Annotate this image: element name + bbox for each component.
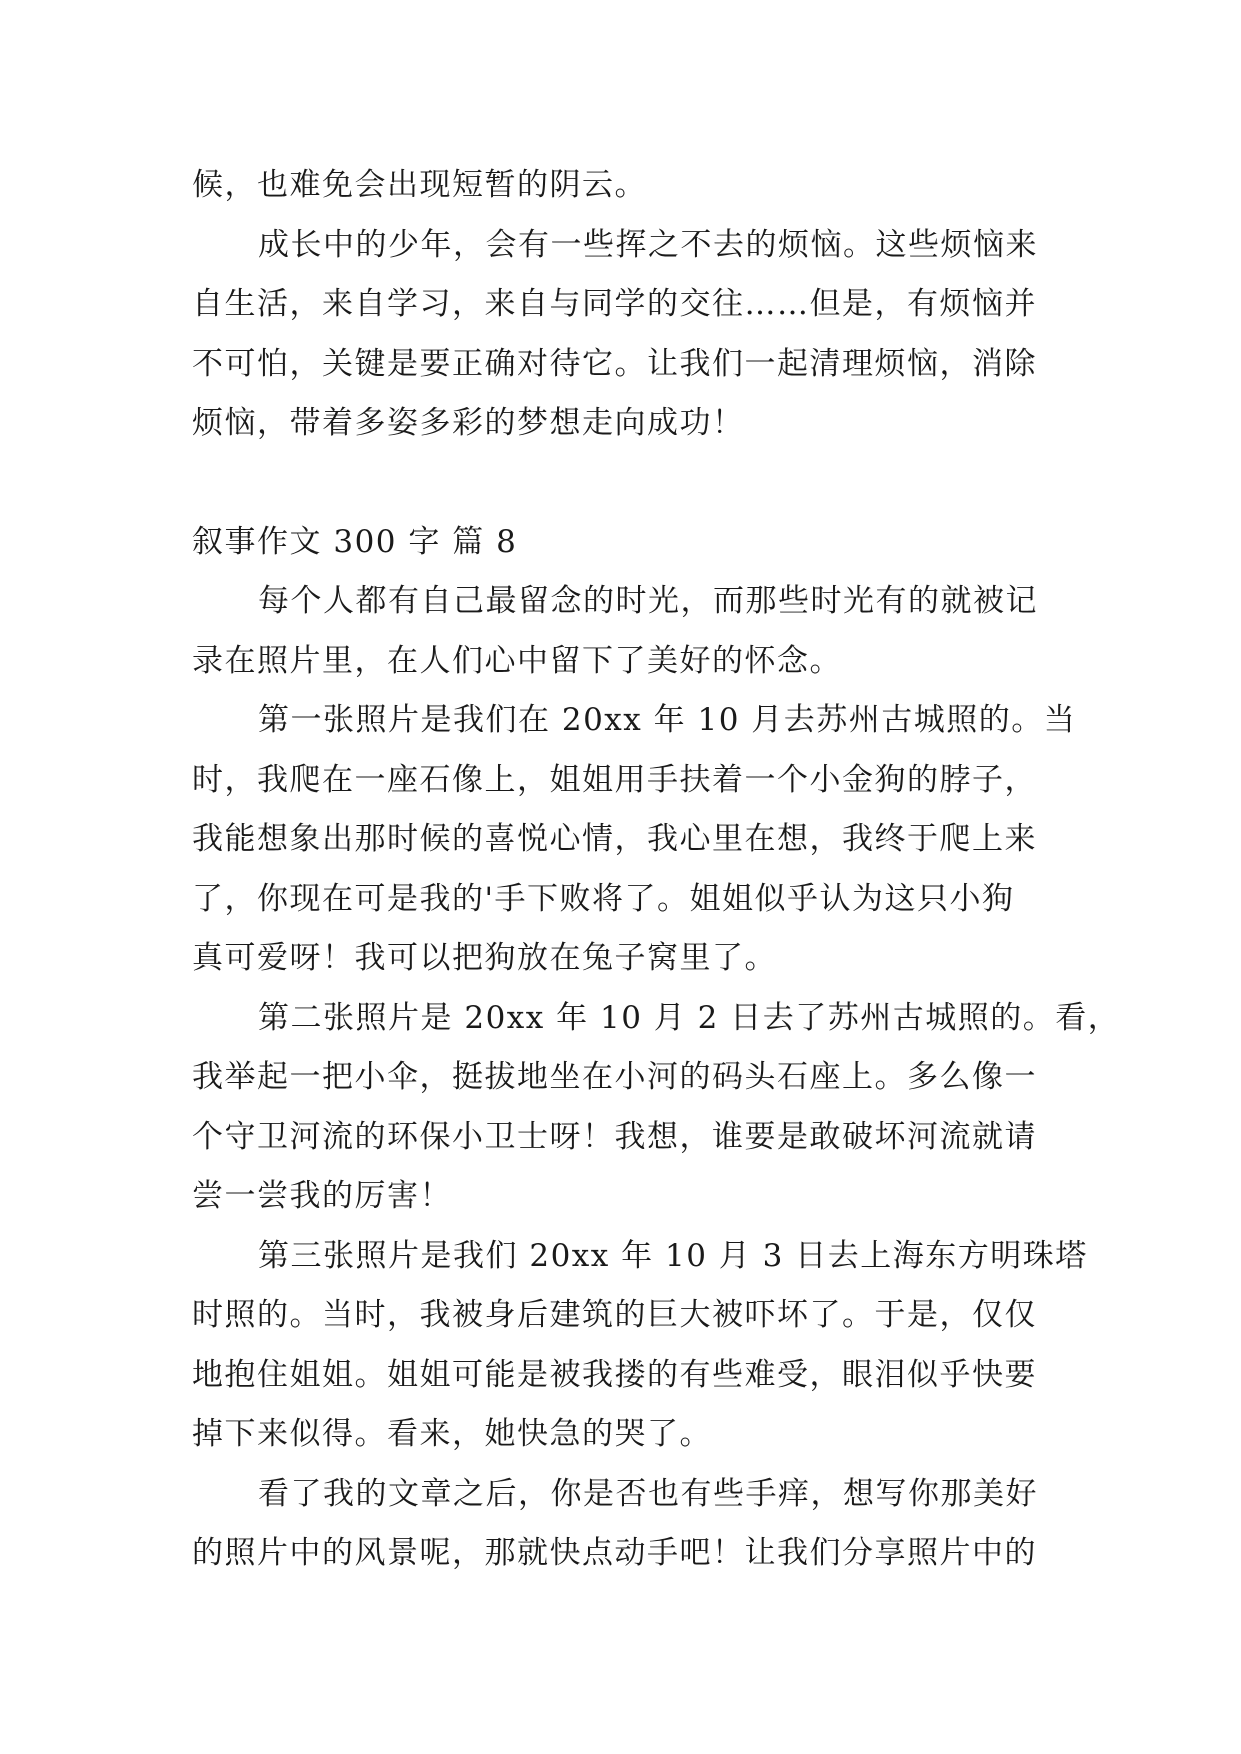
text-line: 地抱住姐姐。姐姐可能是被我搂的有些难受，眼泪似乎快要 (192, 1356, 1037, 1393)
text-line: 掉下来似得。看来，她快急的哭了。 (192, 1416, 712, 1452)
text-line: 我举起一把小伞，挺拔地坐在小河的码头石座上。多么像一 (192, 1059, 1037, 1095)
text-line: 我能想象出那时候的喜悦心情，我心里在想，我终于爬上来 (192, 821, 1037, 857)
text-line: 候，也难免会出现短暂的阴云。 (192, 167, 647, 203)
paragraph-closing (192, 1465, 1062, 1584)
text-line: 真可爱呀！我可以把狗放在兔子窝里了。 (192, 940, 777, 976)
text-line: 每个人都有自己最留念的时光，而那些时光有的就被记 (258, 583, 1038, 619)
text-line: 的照片中的风景呢，那就快点动手吧！让我们分享照片中的 (192, 1535, 1037, 1571)
text-line: 时照的。当时，我被身后建筑的巨大被吓坏了。于是，仅仅 (192, 1297, 1037, 1333)
paragraph-continuation (192, 156, 1062, 216)
paragraph-growing-up (192, 216, 1062, 454)
paragraph-intro (192, 572, 1062, 691)
text-line: 第三张照片是我们 20xx 年 10 月 3 日去上海东方明珠塔 (258, 1237, 1088, 1274)
text-line: 尝一尝我的厉害！ (192, 1178, 452, 1214)
document-body (192, 156, 1121, 1584)
text-line: 第二张照片是 20xx 年 10 月 2 日去了苏州古城照的。看， (258, 999, 1121, 1036)
text-line: 录在照片里，在人们心中留下了美好的怀念。 (192, 642, 842, 679)
text-line: 不可怕，关键是要正确对待它。让我们一起清理烦恼，消除 (192, 345, 1037, 382)
text-line: 成长中的少年，会有一些挥之不去的烦恼。这些烦恼来 (258, 226, 1038, 263)
text-line: 烦恼，带着多姿多彩的梦想走向成功！ (192, 405, 745, 441)
paragraph-second-photo (192, 989, 1121, 1227)
text-line: 看了我的文章之后，你是否也有些手痒，想写你那美好 (258, 1475, 1038, 1512)
text-line: 时，我爬在一座石像上，姐姐用手扶着一个小金狗的脖子， (192, 761, 1037, 798)
text-line: 了，你现在可是我的'手下败将了。姐姐似乎认为这只小狗 (192, 880, 1015, 917)
paragraph-first-photo (192, 691, 1077, 989)
paragraph-third-photo (192, 1227, 1088, 1465)
text-line: 自生活，来自学习，来自与同学的交往……但是，有烦恼并 (192, 286, 1037, 322)
section-heading: 叙事作文 300 字 篇 8 (192, 523, 518, 560)
text-line: 个守卫河流的环保小卫士呀！我想，谁要是敢破坏河流就请 (192, 1118, 1037, 1155)
text-line: 第一张照片是我们在 20xx 年 10 月去苏州古城照的。当 (258, 702, 1077, 738)
